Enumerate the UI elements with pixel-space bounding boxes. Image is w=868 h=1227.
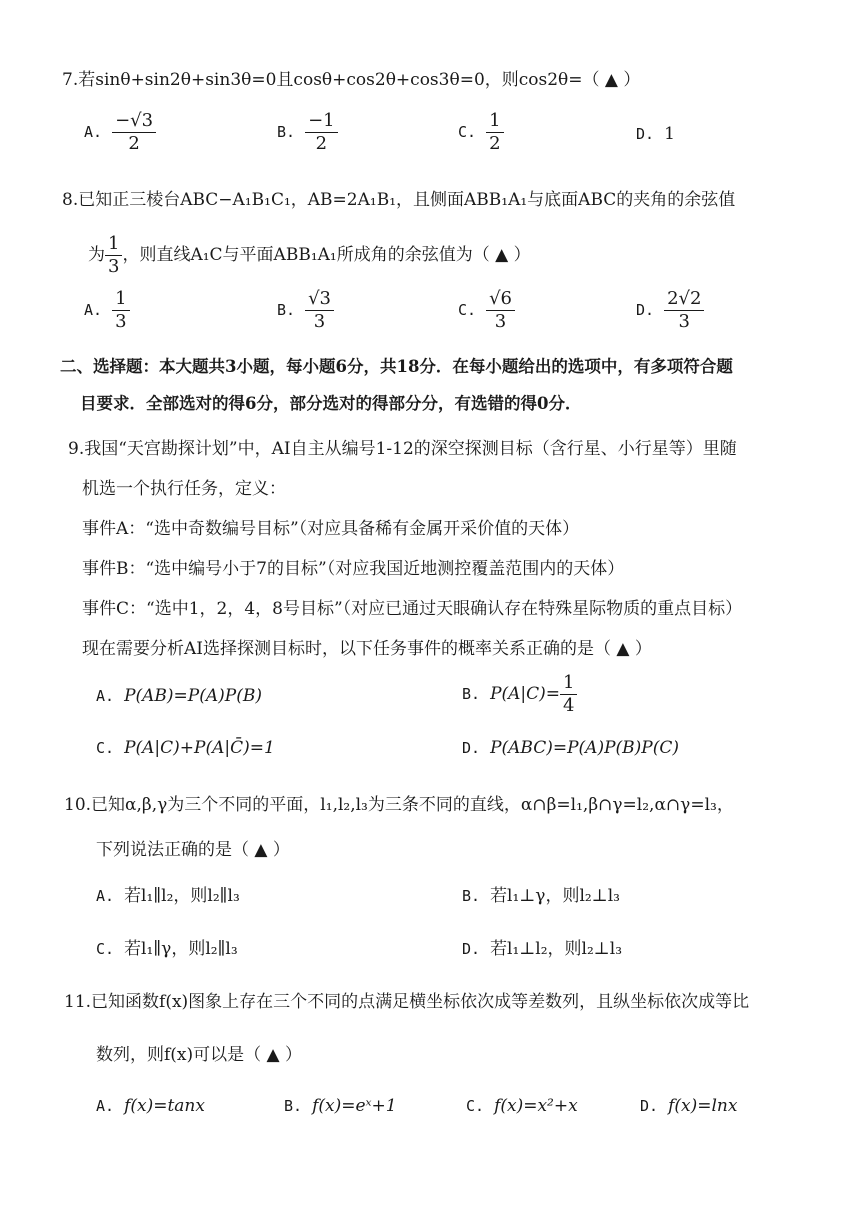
fraction: $\frac{√6}{3}$ [486,288,515,333]
q11-option-a[interactable]: A. f(x)=tanx [96,1096,205,1116]
q8-option-a[interactable]: A. $\frac{1}{3}$ [84,288,130,333]
q9-line1: 9.我国“天宫勘探计划”中，AI自主从编号1-12的深空探测目标（含行星、小行星等）里随 [68,439,737,459]
q8-option-c[interactable]: C. $\frac{√6}{3}$ [458,288,515,333]
q7-option-c[interactable]: C. $\frac{1}{2}$ [458,110,504,155]
fraction: $\frac{-1}{2}$ [305,110,338,155]
q7-option-a[interactable]: A. $\frac{-√3}{2}$ [84,110,156,155]
q7-option-b[interactable]: B. $\frac{-1}{2}$ [277,110,338,155]
q10-line1: 10.已知α,β,γ为三个不同的平面，l₁,l₂,l₃为三条不同的直线，α∩β=l₁,β∩γ=l₂,α∩γ=l₃， [64,795,734,815]
q7-stem: 7.若sinθ+sin2θ+sin3θ=0且cosθ+cos2θ+cos3θ=0，则cos2θ=（ ▲ ） [62,70,641,90]
q11-option-d[interactable]: D. f(x)=lnx [640,1096,738,1116]
q9-event-b: 事件B：“选中编号小于7的目标”（对应我国近地测控覆盖范围内的天体） [82,559,625,579]
fraction: $\frac{2√2}{3}$ [664,288,704,333]
q8-stem-line2: 为 $\frac{1}{3}$ ，则直线A₁C与平面ABB₁A₁所成角的余弦值为（ ▲ ） [88,233,531,277]
fraction: $\frac{1}{3}$ [112,288,129,333]
q11-option-b[interactable]: B. f(x)=eˣ+1 [284,1096,397,1116]
q11-line1: 11.已知函数f(x)图象上存在三个不同的点满足横坐标依次成等差数列，且纵坐标依次成等比 [64,992,750,1012]
q9-event-a: 事件A：“选中奇数编号目标”（对应具备稀有金属开采价值的天体） [82,519,580,539]
q9-option-d[interactable]: D. P(ABC)=P(A)P(B)P(C) [462,738,679,758]
q9-option-b[interactable]: B. P(A|C)= $\frac{1}{4}$ [462,672,577,717]
q10-line2: 下列说法正确的是（ ▲ ） [96,840,290,860]
section2-heading-line1: 二、选择题：本大题共3小题，每小题6分，共18分．在每小题给出的选项中，有多项符合题 [60,357,733,376]
fraction: $\frac{1}{2}$ [486,110,503,155]
q11-option-c[interactable]: C. f(x)=x²+x [466,1096,578,1116]
q10-option-a[interactable]: A. 若l₁∥l₂，则l₂∥l₃ [96,886,240,906]
q10-option-d[interactable]: D. 若l₁⊥l₂，则l₂⊥l₃ [462,939,623,959]
q11-line2: 数列，则f(x)可以是（ ▲ ） [96,1045,303,1065]
q9-line2: 机选一个执行任务，定义： [82,479,286,499]
section2-heading-line2: 目要求．全部选对的得6分，部分选对的得部分分，有选错的得0分． [80,394,582,413]
fraction: $\frac{1}{4}$ [560,672,577,717]
q8-option-b[interactable]: B. $\frac{√3}{3}$ [277,288,334,333]
q9-question: 现在需要分析AI选择探测目标时，以下任务事件的概率关系正确的是（ ▲ ） [82,639,652,659]
q10-option-b[interactable]: B. 若l₁⊥γ，则l₂⊥l₃ [462,886,620,906]
q8-stem-line1: 8.已知正三棱台ABC−A₁B₁C₁，AB=2A₁B₁，且侧面ABB₁A₁与底面ABC的夹角的余弦值 [62,190,736,210]
q9-option-a[interactable]: A. P(AB)=P(A)P(B) [96,686,262,706]
fraction: $\frac{√3}{3}$ [305,288,334,333]
q10-option-c[interactable]: C. 若l₁∥γ，则l₂∥l₃ [96,939,238,959]
q9-option-c[interactable]: C. P(A|C)+P(A|C̄)=1 [96,738,275,758]
q8-option-d[interactable]: D. $\frac{2√2}{3}$ [636,288,704,333]
fraction: $\frac{-√3}{2}$ [112,110,156,155]
q7-option-d[interactable]: D. 1 [636,124,675,144]
q9-event-c: 事件C：“选中1，2，4，8号目标”（对应已通过天眼确认存在特殊星际物质的重点目标） [82,599,743,619]
fraction: $\frac{1}{3}$ [105,233,122,278]
